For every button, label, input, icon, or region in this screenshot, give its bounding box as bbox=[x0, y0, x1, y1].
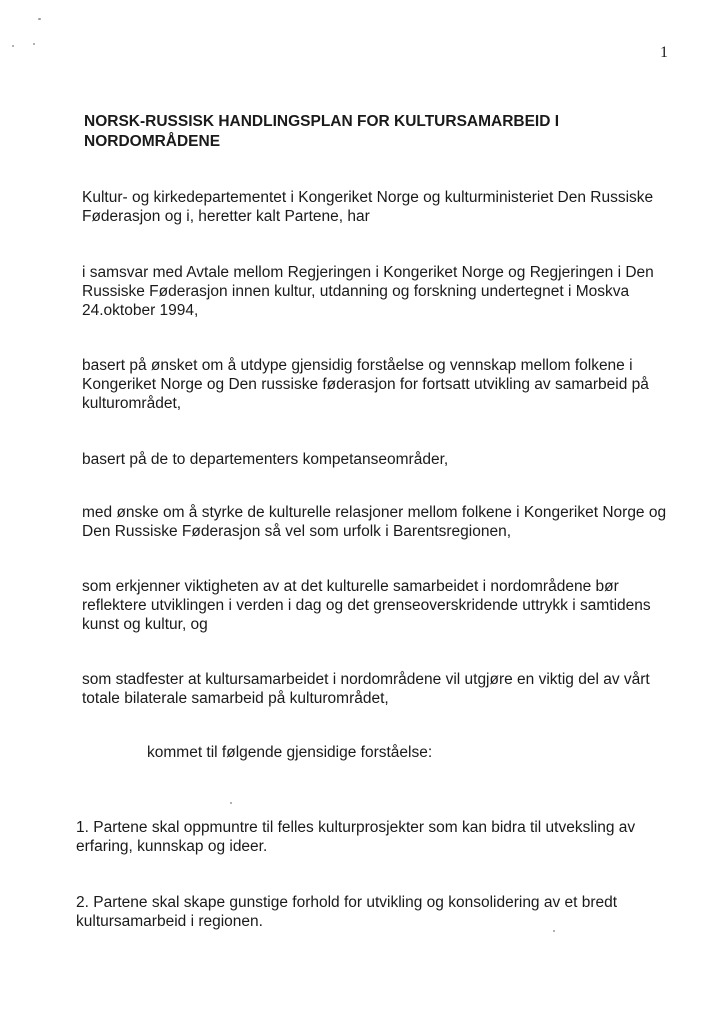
scan-artifact bbox=[230, 802, 232, 804]
preamble-paragraph: basert på de to departementers kompetanseområder, bbox=[82, 451, 449, 468]
preamble-paragraph: Kultur- og kirkedepartementet i Kongeriket Norge og kulturministeriet Den Russiske Føderasjon og i, heretter kalt Partene, har bbox=[82, 189, 654, 225]
page-number: 1 bbox=[660, 44, 668, 61]
preamble-paragraph: i samsvar med Avtale mellom Regjeringen i Kongeriket Norge og Regjeringen i Den Russiske Føderasjon innen kultur, utdanning og forskning undertegnet i Moskva 24.oktober 1994, bbox=[82, 264, 654, 319]
scan-artifact bbox=[553, 930, 555, 932]
agreement-statement: kommet til følgende gjensidige forståelse: bbox=[147, 744, 433, 761]
preamble-paragraph: som erkjenner viktigheten av at det kulturelle samarbeidet i nordområdene bør reflektere utviklingen i verden i dag og det grenseoverskridende uttrykk i samtidens kunst og kultur, og bbox=[82, 578, 651, 633]
scan-artifact bbox=[12, 45, 14, 47]
preamble-paragraph: med ønske om å styrke de kulturelle relasjoner mellom folkene i Kongeriket Norge og Den Russiske Føderasjon så vel som urfolk i Barentsregionen, bbox=[82, 504, 667, 540]
document-title: NORSK-RUSSISK HANDLINGSPLAN FOR KULTURSAMARBEID I NORDOMRÅDENE bbox=[84, 113, 560, 150]
preamble-paragraph: basert på ønsket om å utdype gjensidig forståelse og vennskap mellom folkene i Kongeriket Norge og Den russiske føderasjon for fortsatt utvikling av samarbeid på kulturområdet, bbox=[82, 357, 649, 412]
numbered-clause: 1. Partene skal oppmuntre til felles kulturprosjekter som kan bidra til utveksling av erfaring, kunnskap og ideer. bbox=[76, 819, 636, 855]
preamble-paragraph: som stadfester at kultursamarbeidet i nordområdene vil utgjøre en viktig del av vårt totale bilaterale samarbeid på kulturområdet, bbox=[82, 671, 650, 707]
numbered-clause: 2. Partene skal skape gunstige forhold for utvikling og konsolidering av et bredt kultursamarbeid i regionen. bbox=[76, 894, 618, 930]
scan-artifact bbox=[38, 18, 41, 20]
scan-artifact bbox=[33, 43, 35, 45]
